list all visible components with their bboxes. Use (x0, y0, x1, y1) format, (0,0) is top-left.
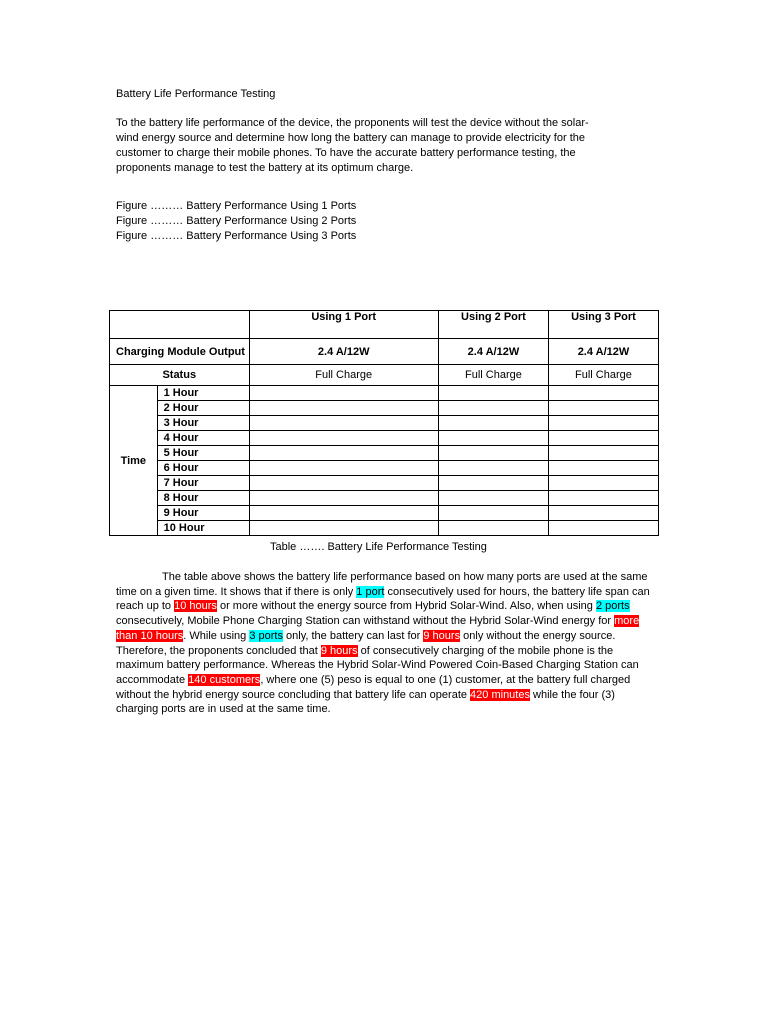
highlight-cyan: 2 ports (595, 600, 630, 613)
paragraph-text: of consecutively charging of the mobile phone is the maximum battery performance. Whereas the Hybrid Solar-Wind Powered Coin-Based Charging Station can accommodate (116, 644, 639, 686)
table-caption: Table ……. Battery Life Performance Testing (270, 541, 487, 553)
output-value-3-port: 2.4 A/12W (548, 339, 658, 365)
empty-cell (249, 521, 438, 536)
empty-cell (548, 491, 658, 506)
highlight-cyan: 1 port (356, 585, 385, 598)
hour-label: 3 Hour (157, 416, 249, 431)
hour-label: 1 Hour (157, 386, 249, 401)
empty-cell (438, 401, 548, 416)
empty-cell (249, 446, 438, 461)
empty-cell (548, 386, 658, 401)
analysis-paragraph (116, 570, 656, 717)
paragraph-text: only, the battery can last for (282, 629, 424, 642)
empty-cell (438, 461, 548, 476)
empty-cell (438, 506, 548, 521)
hour-label: 9 Hour (157, 506, 249, 521)
hour-label: 7 Hour (157, 476, 249, 491)
empty-cell (548, 446, 658, 461)
table-row-hour-6 (110, 461, 659, 476)
highlight-red: 10 hours (174, 600, 217, 613)
empty-cell (249, 476, 438, 491)
hour-label: 5 Hour (157, 446, 249, 461)
table-row-output (110, 339, 659, 365)
status-value-1-port: Full Charge (249, 365, 438, 386)
highlight-red: 140 customers (188, 673, 261, 686)
empty-cell (438, 416, 548, 431)
row-label-time: Time (110, 386, 158, 536)
intro-paragraph: To the battery life performance of the device, the proponents will test the device without the solar-wind energy source and determine how long the battery can manage to provide electricity for the customer to charge their mobile phones. To have the accurate battery performance testing, the proponents manage to test the battery at its optimum charge. (116, 117, 589, 174)
highlight-cyan: 3 ports (249, 629, 283, 642)
empty-cell (249, 416, 438, 431)
empty-cell (249, 491, 438, 506)
empty-cell (249, 431, 438, 446)
row-label-status: Status (110, 365, 250, 386)
figure-caption-2: Figure ……… Battery Performance Using 2 Ports (116, 215, 357, 227)
table-row-hour-8 (110, 491, 659, 506)
empty-cell (548, 401, 658, 416)
highlight-red: 420 minutes (470, 688, 530, 701)
status-value-3-port: Full Charge (548, 365, 658, 386)
empty-cell (249, 461, 438, 476)
paragraph-text: consecutively used for hours, the battery life span can reach up to (116, 585, 650, 613)
table-corner-cell (110, 311, 250, 339)
paragraph-text: , where one (5) peso is equal to one (1) customer, at the battery full charged without the hybrid energy source concluding that battery life can operate (116, 673, 631, 701)
table-row-hour-10 (110, 521, 659, 536)
paragraph-text: . While using (183, 629, 250, 642)
table-row-status (110, 365, 659, 386)
highlight-red: more than 10 hours (116, 615, 640, 642)
hour-label: 4 Hour (157, 431, 249, 446)
hour-label: 10 Hour (157, 521, 249, 536)
document (116, 87, 668, 244)
output-value-2-port: 2.4 A/12W (438, 339, 548, 365)
empty-cell (438, 521, 548, 536)
empty-cell (438, 431, 548, 446)
empty-cell (438, 386, 548, 401)
paragraph-text: consecutively, Mobile Phone Charging Station can withstand without the Hybrid Solar-Wind energy for (116, 615, 615, 628)
table-row-hour-2 (110, 401, 659, 416)
empty-cell (548, 476, 658, 491)
table-row-hour-3 (110, 416, 659, 431)
table-row-hour-7 (110, 476, 659, 491)
table-row-hour-1 (110, 386, 659, 401)
empty-cell (438, 476, 548, 491)
empty-cell (438, 446, 548, 461)
table-row-hour-9 (110, 506, 659, 521)
paragraph-text: The table above shows the battery life performance based on how many ports are used at the same time on a given time. It shows that if there is only (116, 571, 648, 598)
paragraph-text: only without the energy source. Therefore, the proponents concluded that (116, 629, 616, 657)
battery-performance-table (109, 310, 659, 536)
empty-cell (548, 521, 658, 536)
hour-label: 6 Hour (157, 461, 249, 476)
highlight-red: 9 hours (423, 629, 461, 642)
table-header-row (110, 311, 659, 339)
paragraph-text: or more without the energy source from Hybrid Solar-Wind. Also, when using (216, 600, 596, 613)
paragraph-text: while the four (3) charging ports are in used at the same time. (116, 688, 615, 716)
column-header-3-port: Using 3 Port (548, 311, 658, 339)
column-header-2-port: Using 2 Port (438, 311, 548, 339)
empty-cell (548, 461, 658, 476)
empty-cell (438, 491, 548, 506)
table-row-hour-5 (110, 446, 659, 461)
status-value-2-port: Full Charge (438, 365, 548, 386)
empty-cell (548, 431, 658, 446)
figure-caption-1: Figure ……… Battery Performance Using 1 Ports (116, 200, 357, 212)
output-value-1-port: 2.4 A/12W (249, 339, 438, 365)
figure-list (116, 199, 668, 244)
row-label-output: Charging Module Output (110, 339, 250, 365)
figure-caption-3: Figure ……… Battery Performance Using 3 Ports (116, 230, 357, 242)
document-title: Battery Life Performance Testing (116, 88, 276, 100)
empty-cell (249, 506, 438, 521)
empty-cell (249, 386, 438, 401)
hour-label: 8 Hour (157, 491, 249, 506)
empty-cell (548, 506, 658, 521)
highlight-red: 9 hours (320, 644, 358, 657)
hour-label: 2 Hour (157, 401, 249, 416)
empty-cell (548, 416, 658, 431)
column-header-1-port: Using 1 Port (249, 311, 438, 339)
table-row-hour-4 (110, 431, 659, 446)
empty-cell (249, 401, 438, 416)
